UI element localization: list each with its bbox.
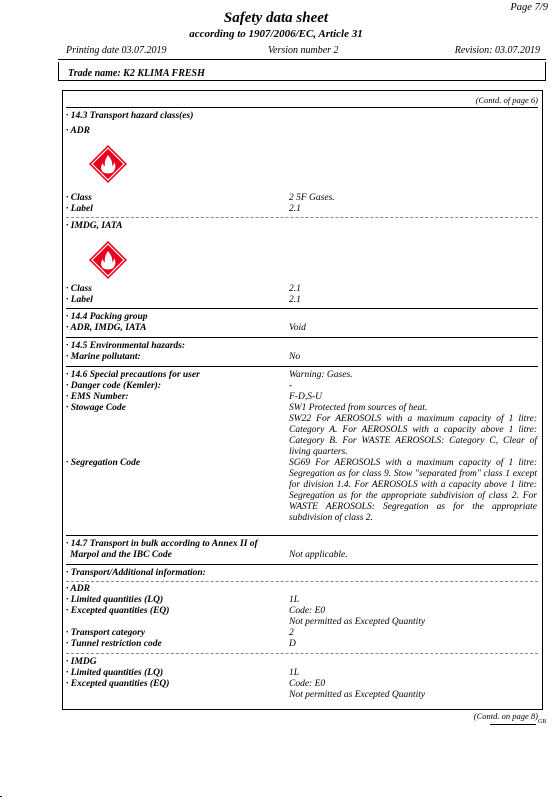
danger-code-value: - xyxy=(289,381,293,391)
section-heading: · 14.3 Transport hazard class(es) xyxy=(66,111,194,121)
dashed-divider xyxy=(66,217,538,218)
tunnel-code-label: · Tunnel restriction code xyxy=(66,639,162,649)
subsection-title: · IMDG, IATA xyxy=(66,221,123,231)
page-number: Page 7/9 xyxy=(510,2,548,13)
header-divider xyxy=(58,59,546,60)
revision-date: Revision: 03.07.2019 xyxy=(454,45,540,56)
corner-mark xyxy=(0,796,2,797)
continued-on-note: (Contd. on page 8) xyxy=(473,711,538,721)
row-label: · Marine pollutant: xyxy=(66,352,141,362)
section-divider xyxy=(66,308,538,309)
dashed-divider xyxy=(66,653,538,654)
section-heading: · 14.7 Transport in bulk according to Annex II of xyxy=(66,539,258,549)
lq-label: · Limited quantities (LQ) xyxy=(66,595,164,605)
eq-label: · Excepted quantities (EQ) xyxy=(66,606,170,616)
section-14-4 xyxy=(66,312,538,334)
section-heading-cont: Marpol and the IBC Code xyxy=(70,550,172,560)
section-divider xyxy=(66,107,538,108)
eq-note: Not permitted as Excepted Quantity xyxy=(289,617,426,627)
class-label: · Class xyxy=(66,284,92,294)
imdg-class-rows xyxy=(66,284,538,306)
section-heading: · 14.4 Packing group xyxy=(66,312,148,322)
segregation-code-details: SG69 For AEROSOLS with a maximum capacity of 1 litre: Segregation as for class 9. Stow "separated from" class 1 except for division 1.4. For AEROSOLS with a capacity above 1 litre: Segregation as for the appropriate subdivision of class 2. For WASTE AEROSOLS: Segregation as for the appropriate subdivision of class 2. xyxy=(289,458,537,523)
section-14-7 xyxy=(66,539,538,561)
document-subtitle: according to 1907/2006/EC, Article 31 xyxy=(189,28,363,40)
subsection-title: · ADR xyxy=(66,584,90,594)
section-heading: · 14.5 Environmental hazards: xyxy=(66,341,186,351)
version-number: Version number 2 xyxy=(268,45,339,56)
section-additional-info xyxy=(66,568,538,579)
tunnel-code-value: D xyxy=(289,639,296,649)
ems-number-value: F-D,S-U xyxy=(289,392,322,402)
section-heading: · Transport/Additional information: xyxy=(66,568,206,578)
eq-value: Code: E0 xyxy=(289,679,326,689)
section-divider xyxy=(66,337,538,338)
segregation-code-label: · Segregation Code xyxy=(66,458,141,468)
imdg-additional-block xyxy=(66,657,538,701)
printing-date: Printing date 03.07.2019 xyxy=(66,45,167,56)
country-code: GB xyxy=(538,719,547,725)
adr-additional-block xyxy=(66,584,538,650)
dashed-divider xyxy=(66,581,538,582)
eq-note: Not permitted as Excepted Quantity xyxy=(289,690,426,700)
footer-rule xyxy=(490,724,536,725)
class-value: 2 5F Gases. xyxy=(289,193,335,203)
bulk-transport-value: Not applicable. xyxy=(289,550,348,560)
danger-code-label: · Danger code (Kemler): xyxy=(66,381,161,391)
section-heading: · 14.6 Special precautions for user xyxy=(66,370,200,380)
row-label: · ADR, IMDG, IATA xyxy=(66,323,147,333)
imdg-iata-block xyxy=(66,221,538,232)
ems-number-label: · EMS Number: xyxy=(66,392,129,402)
lq-value: 1L xyxy=(289,595,300,605)
section-divider xyxy=(66,564,538,565)
section-14-3 xyxy=(66,111,538,137)
continued-from-note: (Contd. of page 6) xyxy=(475,95,538,105)
lq-label: · Limited quantities (LQ) xyxy=(66,668,164,678)
eq-label: · Excepted quantities (EQ) xyxy=(66,679,170,689)
lq-value: 1L xyxy=(289,668,300,678)
stowage-code-value: SW1 Protected from sources of heat. xyxy=(289,403,428,413)
label-value: 2.1 xyxy=(289,295,301,305)
section-14-6 xyxy=(66,370,538,535)
section-divider xyxy=(66,366,538,367)
class-value: 2.1 xyxy=(289,284,301,294)
warning-value: Warning: Gases. xyxy=(289,370,353,380)
transport-category-value: 2 xyxy=(289,628,294,638)
label-label: · Label xyxy=(66,295,93,305)
stowage-code-label: · Stowage Code xyxy=(66,403,126,413)
section-14-5 xyxy=(66,341,538,363)
section-divider xyxy=(66,535,538,536)
trade-name: Trade name: K2 KLIMA FRESH xyxy=(68,68,205,79)
flammable-gas-diamond-icon xyxy=(88,240,128,280)
flammable-gas-diamond-icon xyxy=(88,144,128,184)
row-value: No xyxy=(289,352,301,362)
subsection-title: · ADR xyxy=(66,126,90,136)
row-value: Void xyxy=(289,323,306,333)
adr-class-rows xyxy=(66,193,538,215)
subsection-title: · IMDG xyxy=(66,657,97,667)
stowage-code-details: SW22 For AEROSOLS with a maximum capacity of 1 litre: Category A. For AEROSOLS with a capacity above 1 litre: Category B. For WASTE AEROSOLS: Category C, Clear of living quarters. xyxy=(289,414,537,457)
eq-value: Code: E0 xyxy=(289,606,326,616)
class-label: · Class xyxy=(66,193,92,203)
transport-category-label: · Transport category xyxy=(66,628,146,638)
label-value: 2.1 xyxy=(289,204,301,214)
document-title: Safety data sheet xyxy=(223,10,329,26)
label-label: · Label xyxy=(66,204,93,214)
